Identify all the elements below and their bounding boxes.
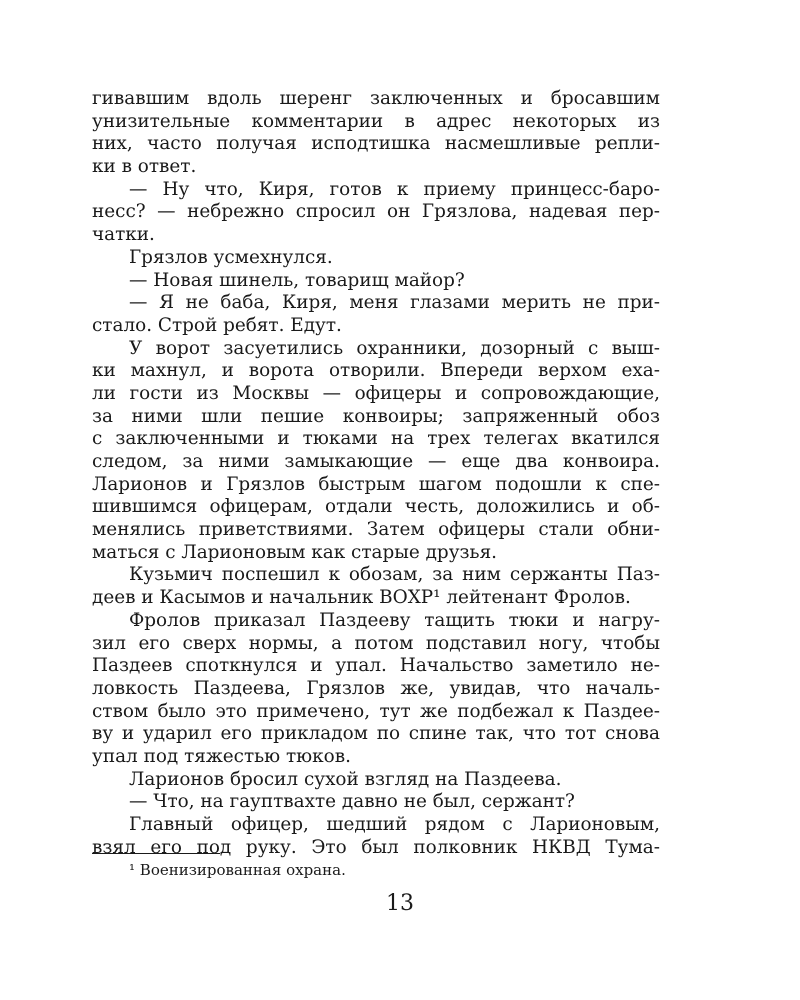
text-line: них, часто получая исподтишка насмешливые репли- [92, 133, 660, 155]
text-line: унизительные комментарии в адрес некоторых из [92, 110, 660, 132]
text-line: — Новая шинель, товарищ майор? [129, 269, 465, 291]
text-line: стало. Строй ребят. Едут. [92, 314, 342, 336]
text-line: Грязлов усмехнулся. [129, 246, 333, 268]
text-line: — Я не баба, Киря, меня глазами мерить не при- [129, 292, 660, 314]
text-line: Фролов приказал Паздееву тащить тюки и нагру- [129, 609, 660, 631]
text-line: ки в ответ. [92, 156, 197, 178]
footnote [129, 860, 346, 880]
text-line: упал под тяжестью тюков. [92, 745, 351, 767]
text-line: деев и Касымов и начальник ВОХР¹ лейтенант Фролов. [92, 587, 631, 609]
page-number: 13 [386, 891, 414, 916]
footnote-marker: ¹ [129, 861, 136, 879]
text-line: У ворот засуетились охранники, дозорный с выш- [129, 337, 660, 359]
text-line: менялись приветствиями. Затем офицеры стали обни- [92, 519, 660, 541]
text-line: Главный офицер, шедший рядом с Ларионовым, [129, 814, 660, 835]
text-line: взял его под руку. Это был полковник НКВД Тума- [92, 836, 660, 858]
text-line: следом, за ними замыкающие — еще два конвоира. [92, 451, 660, 472]
text-line: гивавшим вдоль шеренг заключенных и бросавшим [92, 88, 660, 109]
text-line: ли гости из Москвы — офицеры и сопровождающие, [92, 382, 660, 404]
footnote-divider [92, 853, 220, 854]
text-line: ством было это примечено, тут же подбежал к Паздее- [92, 700, 660, 722]
text-line: — Что, на гауптвахте давно не был, сержант? [129, 791, 575, 813]
text-line: шившимся офицерам, отдали честь, доложились и об- [92, 496, 660, 518]
text-line: ву и ударил его прикладом по спине так, что тот снова [92, 723, 660, 745]
footnote-text: Военизированная охрана. [139, 861, 346, 879]
text-line: ки махнул, и ворота отворили. Впереди верхом еха- [92, 360, 660, 382]
text-line: маться с Ларионовым как старые друзья. [92, 541, 498, 563]
text-line: ловкость Паздеева, Грязлов же, увидав, что началь- [92, 677, 660, 699]
text-line: Кузьмич поспешил к обозам, за ним сержанты Паз- [129, 564, 660, 586]
text-line: с заключенными и тюками на трех телегах вкатился [92, 428, 660, 450]
text-line: Ларионов бросил сухой взгляд на Паздеева. [129, 768, 562, 790]
text-line: — Ну что, Киря, готов к приему принцесс-баро- [129, 178, 660, 200]
text-line: зил его сверх нормы, а потом подставил ногу, чтобы [92, 632, 660, 654]
text-line: за ними шли пешие конвоиры; запряженный обоз [92, 405, 660, 427]
text-line: Паздеев споткнулся и упал. Начальство заметило не- [92, 655, 660, 677]
body-text [92, 88, 660, 859]
text-line: несс? — небрежно спросил он Грязлова, надевая пер- [92, 201, 660, 223]
text-line: Ларионов и Грязлов быстрым шагом подошли к спе- [92, 473, 660, 495]
text-line: чатки. [92, 224, 155, 246]
